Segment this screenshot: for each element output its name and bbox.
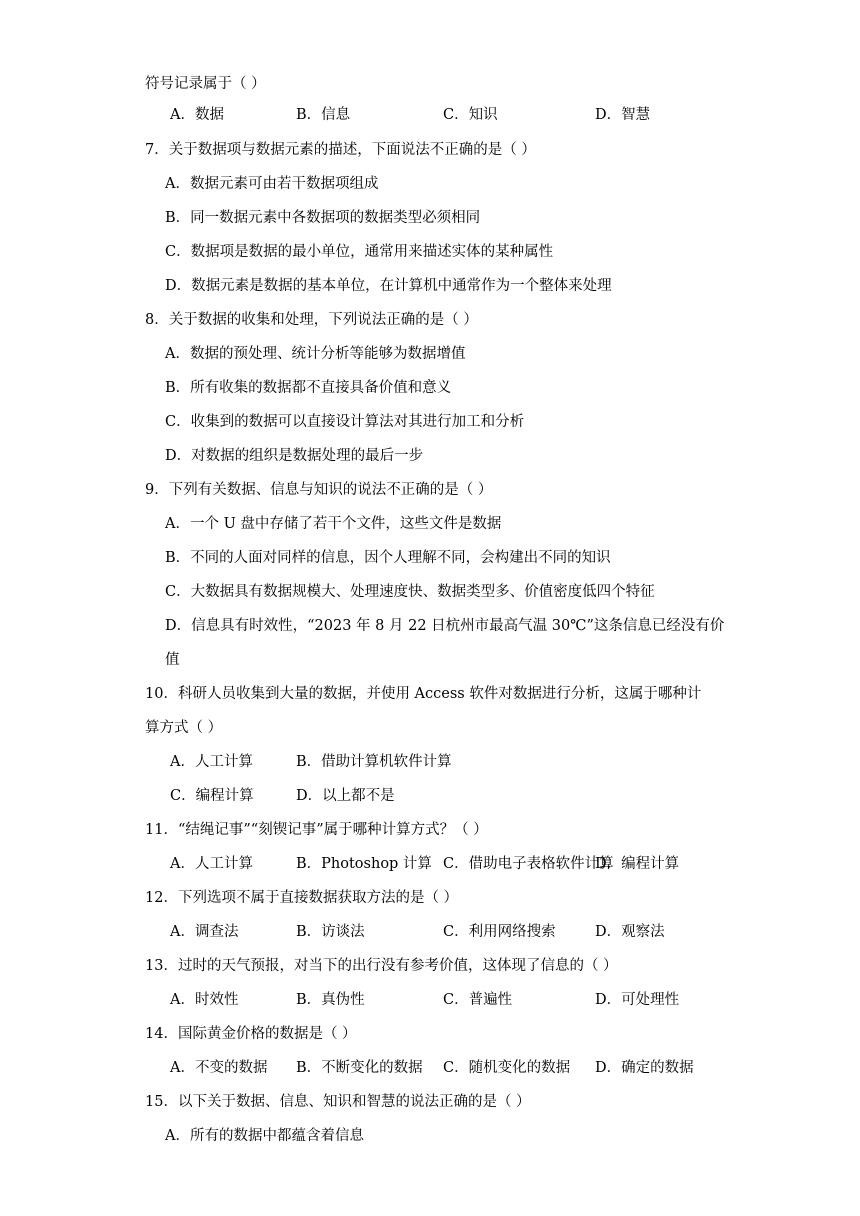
option-a: C．编程计算	[170, 788, 254, 804]
text-line: 值	[165, 652, 180, 668]
text-line: C．收集到的数据可以直接设计算法对其进行加工和分析	[165, 414, 525, 430]
text-line: A．数据元素可由若干数据项组成	[165, 176, 379, 192]
text-line: A．数据的预处理、统计分析等能够为数据增值	[165, 346, 466, 362]
option-d: D．可处理性	[595, 992, 680, 1008]
text-line: 7．关于数据项与数据元素的描述，下面说法不正确的是（ ）	[145, 142, 536, 158]
text-line: 算方式（ ）	[145, 720, 223, 736]
option-c: C．知识	[443, 107, 498, 123]
option-c: C．借助电子表格软件计算	[443, 856, 614, 872]
text-line: 11．“结绳记事”“刻锲记事”属于哪种计算方式？（ ）	[145, 822, 488, 838]
text-line: 15．以下关于数据、信息、知识和智慧的说法正确的是（ ）	[145, 1094, 531, 1110]
text-line: 13．过时的天气预报，对当下的出行没有参考价值，这体现了信息的（ ）	[145, 958, 618, 974]
text-line: A．一个 U 盘中存储了若干个文件，这些文件是数据	[165, 516, 502, 532]
option-b: B．Photoshop 计算	[296, 856, 432, 872]
option-d: D．智慧	[595, 107, 651, 123]
option-b: B．访谈法	[296, 924, 365, 940]
text-line: 8．关于数据的收集和处理，下列说法正确的是（ ）	[145, 312, 478, 328]
option-a: A．人工计算	[170, 856, 253, 872]
option-c: C．普遍性	[443, 992, 513, 1008]
option-d: D．观察法	[595, 924, 665, 940]
text-line: 10．科研人员收集到大量的数据，并使用 Access 软件对数据进行分析，这属于哪种计	[145, 686, 702, 702]
text-line: A．所有的数据中都蕴含着信息	[165, 1128, 364, 1144]
text-line: 14．国际黄金价格的数据是（ ）	[145, 1026, 357, 1042]
option-a: A．调查法	[170, 924, 239, 940]
option-d: D．编程计算	[595, 856, 680, 872]
text-line: 符号记录属于（ ）	[145, 76, 266, 92]
text-line: D．对数据的组织是数据处理的最后一步	[165, 448, 424, 464]
text-line: C．数据项是数据的最小单位，通常用来描述实体的某种属性	[165, 244, 554, 260]
option-c: C．利用网络搜索	[443, 924, 556, 940]
option-d: D．确定的数据	[595, 1060, 694, 1076]
text-line: 12．下列选项不属于直接数据获取方法的是（ ）	[145, 890, 459, 906]
option-b: B．真伪性	[296, 992, 365, 1008]
option-a: A．人工计算	[170, 754, 253, 770]
text-line: D．信息具有时效性，“2023 年 8 月 22 日杭州市最高气温 30℃”这条信息已经没有价	[165, 618, 725, 634]
text-line: B．所有收集的数据都不直接具备价值和意义	[165, 380, 452, 396]
option-b: B．不断变化的数据	[296, 1060, 423, 1076]
option-b: B．借助计算机软件计算	[296, 754, 452, 770]
text-line: C．大数据具有数据规模大、处理速度快、数据类型多、价值密度低四个特征	[165, 584, 655, 600]
option-a: A．数据	[170, 107, 224, 123]
option-b: D．以上都不是	[296, 788, 395, 804]
option-a: A．不变的数据	[170, 1060, 268, 1076]
text-line: 9．下列有关数据、信息与知识的说法不正确的是（ ）	[145, 482, 493, 498]
option-b: B．信息	[296, 107, 351, 123]
text-line: D．数据元素是数据的基本单位，在计算机中通常作为一个整体来处理	[165, 278, 612, 294]
option-a: A．时效性	[170, 992, 239, 1008]
text-line: B．不同的人面对同样的信息，因个人理解不同，会构建出不同的知识	[165, 550, 611, 566]
text-line: B．同一数据元素中各数据项的数据类型必须相同	[165, 210, 481, 226]
option-c: C．随机变化的数据	[443, 1060, 571, 1076]
